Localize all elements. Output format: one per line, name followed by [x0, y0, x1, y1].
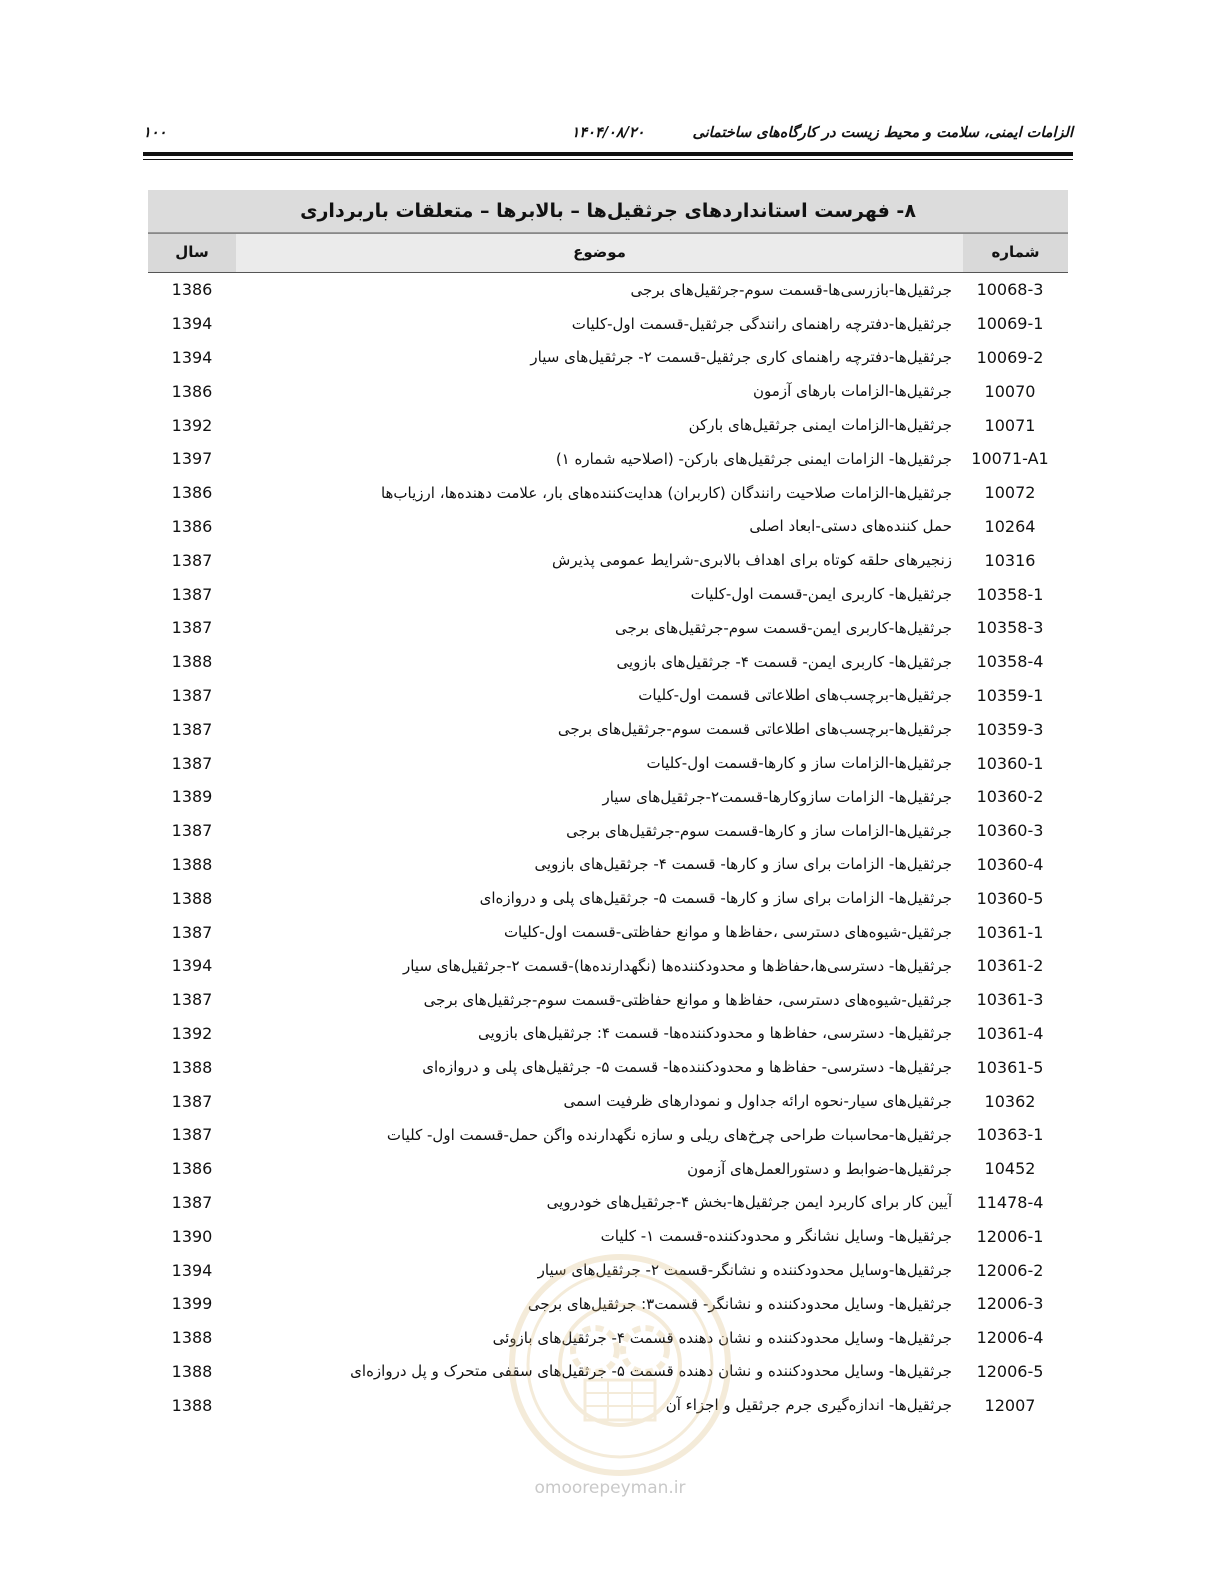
- table-row: [148, 1321, 1068, 1355]
- row-year-cell: 1394: [171, 1260, 213, 1280]
- row-number-cell: 10361-2: [976, 956, 1044, 976]
- row-number-cell: 10361-1: [976, 922, 1044, 942]
- row-year-cell: 1386: [171, 516, 213, 536]
- row-year-cell: 1397: [171, 449, 213, 469]
- row-subject-cell: جرثقیل-شیوه‌های دسترسی، حفاظ‌ها و موانع حفاظتی-قسمت سوم-جرثقیل‌های برجی: [423, 990, 952, 1009]
- row-number-cell: 10358-1: [976, 584, 1044, 604]
- row-number-cell: 10072: [984, 483, 1036, 503]
- table-title: ۸- فهرست استانداردهای جرثقیل‌ها – بالابرها – متعلقات باربرداری: [148, 190, 1068, 233]
- row-subject-cell: جرثقیل‌ها- کاربری ایمن-قسمت اول-کلیات: [690, 585, 952, 604]
- row-year-cell: 1386: [171, 1159, 213, 1179]
- row-year-cell: 1387: [171, 618, 213, 638]
- row-subject-cell: جرثقیل‌ها- الزامات برای ساز و کارها- قسمت ۵- جرثقیل‌های پلی و دروازه‌ای: [479, 889, 952, 908]
- row-year-cell: 1386: [171, 381, 213, 401]
- row-number-cell: 10068-3: [976, 280, 1044, 300]
- row-subject-cell: جرثقیل-شیوه‌های دسترسی ،حفاظ‌ها و موانع حفاظتی-قسمت اول-کلیات: [503, 923, 952, 942]
- row-number-cell: 10360-2: [976, 787, 1044, 807]
- table-row: [148, 577, 1068, 611]
- row-subject-cell: جرثقیل‌ها-دفترچه راهنمای کاری جرثقیل-قسمت ۲- جرثقیل‌های سیار: [530, 348, 952, 367]
- row-subject-cell: جرثقیل‌ها- الزامات برای ساز و کارها- قسمت ۴- جرثقیل‌های بازویی: [534, 855, 952, 874]
- row-year-cell: 1394: [171, 956, 213, 976]
- row-number-cell: 10360-5: [976, 888, 1044, 908]
- header-date: ۱۴۰۴/۰۸/۲۰: [571, 124, 645, 141]
- row-number-cell: 12006-4: [976, 1328, 1044, 1348]
- row-subject-cell: جرثقیل‌ها- دسترسی- حفاظ‌ها و محدودکننده‌ها- قسمت ۵- جرثقیل‌های پلی و دروازه‌ای: [422, 1058, 952, 1077]
- table-row: [148, 1388, 1068, 1422]
- column-header-subject: موضوع: [236, 234, 963, 272]
- row-number-cell: 12007: [984, 1395, 1036, 1415]
- row-year-cell: 1399: [171, 1294, 213, 1314]
- table-row: [148, 1050, 1068, 1084]
- row-number-cell: 10358-3: [976, 618, 1044, 638]
- row-number-cell: 10360-1: [976, 753, 1044, 773]
- row-number-cell: 10452: [984, 1159, 1036, 1179]
- row-number-cell: 10069-1: [976, 314, 1044, 334]
- row-year-cell: 1392: [171, 415, 213, 435]
- header-rule-thin: [143, 159, 1073, 160]
- table-row: [148, 915, 1068, 949]
- row-year-cell: 1390: [171, 1226, 213, 1246]
- row-subject-cell: جرثقیل‌ها- کاربری ایمن- قسمت ۴- جرثقیل‌های بازویی: [616, 652, 952, 671]
- row-subject-cell: جرثقیل‌ها-الزامات بارهای آزمون: [753, 382, 952, 401]
- table-row: [148, 1287, 1068, 1321]
- row-subject-cell: جرثقیل‌ها- اندازه‌گیری جرم جرثقیل و اجزاء آن: [665, 1396, 952, 1415]
- row-year-cell: 1388: [171, 1361, 213, 1381]
- row-year-cell: 1388: [171, 1057, 213, 1077]
- table-row: [148, 949, 1068, 983]
- row-number-cell: 12006-1: [976, 1226, 1044, 1246]
- watermark-text: omoorepeyman.ir: [534, 1478, 686, 1498]
- row-number-cell: 10361-4: [976, 1023, 1044, 1043]
- row-year-cell: 1387: [171, 1192, 213, 1212]
- table-row: [148, 645, 1068, 679]
- table-row: [148, 1118, 1068, 1152]
- row-number-cell: 10361-5: [976, 1057, 1044, 1077]
- row-subject-cell: جرثقیل‌ها-کاربری ایمن-قسمت سوم-جرثقیل‌های برجی: [614, 618, 952, 637]
- row-subject-cell: جرثقیل‌ها-وسایل محدودکننده و نشانگر-قسمت ۲- جرثقیل‌های سیار: [537, 1261, 952, 1279]
- row-number-cell: 10069-2: [976, 347, 1044, 367]
- row-number-cell: 10363-1: [976, 1125, 1044, 1145]
- row-number-cell: 10362: [984, 1091, 1036, 1111]
- row-year-cell: 1389: [171, 787, 213, 807]
- row-subject-cell: جرثقیل‌ها- دسترسی‌ها،حفاظ‌ها و محدودکننده‌ها (نگهدارنده‌ها)-قسمت ۲-جرثقیل‌های سیار: [402, 956, 952, 975]
- row-year-cell: 1387: [171, 990, 213, 1010]
- row-number-cell: 12006-2: [976, 1260, 1044, 1280]
- row-number-cell: 10358-4: [976, 652, 1044, 672]
- page-header: [143, 124, 1073, 150]
- row-subject-cell: جرثقیل‌ها-الزامات صلاحیت رانندگان (کاربران) هدایت‌کننده‌های بار، علامت دهنده‌ها، ارزیاب‌ها: [380, 483, 952, 502]
- row-year-cell: 1388: [171, 854, 213, 874]
- table-row: [148, 476, 1068, 510]
- row-subject-cell: جرثقیل‌ها-الزامات ساز و کارها-قسمت اول-کلیات: [646, 754, 952, 773]
- running-title: الزامات ایمنی، سلامت و محیط زیست در کارگاه‌های ساختمانی: [692, 124, 1073, 141]
- row-subject-cell: جرثقیل‌ها- وسایل محدودکننده و نشانگر- قسمت۳: جرثقیل‌های برجی: [527, 1294, 952, 1313]
- row-year-cell: 1388: [171, 652, 213, 672]
- row-year-cell: 1386: [171, 280, 213, 300]
- row-subject-cell: جرثقیل‌ها-الزامات ساز و کارها-قسمت سوم-جرثقیل‌های برجی: [566, 821, 952, 840]
- row-year-cell: 1387: [171, 719, 213, 739]
- row-subject-cell: جرثقیل‌ها- دسترسی، حفاظ‌ها و محدودکننده‌ها- قسمت ۴: جرثقیل‌های بازویی: [478, 1024, 952, 1043]
- standards-table: [148, 190, 1068, 1422]
- row-number-cell: 10264: [984, 516, 1036, 536]
- row-year-cell: 1387: [171, 821, 213, 841]
- table-header-row: [148, 233, 1068, 273]
- row-year-cell: 1388: [171, 1328, 213, 1348]
- row-number-cell: 12006-3: [976, 1294, 1044, 1314]
- row-subject-cell: جرثقیل‌ها-برچسب‌های اطلاعاتی قسمت سوم-جرثقیل‌های برجی: [557, 720, 952, 739]
- table-row: [148, 442, 1068, 476]
- row-subject-cell: جرثقیل‌ها-دفترچه راهنمای رانندگی جرثقیل-قسمت اول-کلیات: [571, 314, 952, 333]
- row-subject-cell: آیین کار برای کاربرد ایمن جرثقیل‌ها-بخش ۴-جرثقیل‌های خودرویی: [546, 1193, 952, 1212]
- row-subject-cell: جرثقیل‌ها- الزامات ایمنی جرثقیل‌های بارکن- (اصلاحیه شماره ۱): [555, 449, 952, 468]
- row-subject-cell: جرثقیل‌ها- وسایل نشانگر و محدودکننده-قسمت ۱- کلیات: [600, 1227, 952, 1246]
- table-body: [148, 273, 1068, 1422]
- table-row: [148, 374, 1068, 408]
- row-number-cell: 11478-4: [976, 1192, 1044, 1212]
- row-subject-cell: زنجیرهای حلقه کوتاه برای اهداف بالابری-شرایط عمومی پذیرش: [552, 551, 952, 570]
- row-year-cell: 1394: [171, 347, 213, 367]
- table-row: [148, 881, 1068, 915]
- row-year-cell: 1392: [171, 1023, 213, 1043]
- row-subject-cell: جرثقیل‌های سیار-نحوه ارائه جداول و نمودارهای ظرفیت اسمی: [563, 1092, 952, 1111]
- row-number-cell: 10359-1: [976, 685, 1044, 705]
- table-row: [148, 1186, 1068, 1220]
- row-year-cell: 1394: [171, 314, 213, 334]
- row-subject-cell: جرثقیل‌ها-برچسب‌های اطلاعاتی قسمت اول-کلیات: [638, 686, 952, 705]
- row-subject-cell: جرثقیل‌ها-ضوابط و دستورالعمل‌های آزمون: [687, 1159, 952, 1178]
- row-year-cell: 1387: [171, 584, 213, 604]
- row-year-cell: 1386: [171, 483, 213, 503]
- row-year-cell: 1387: [171, 550, 213, 570]
- table-row: [148, 814, 1068, 848]
- table-row: [148, 1355, 1068, 1389]
- row-number-cell: 10316: [984, 550, 1036, 570]
- row-subject-cell: جرثقیل‌ها-الزامات ایمنی جرثقیل‌های بارکن: [688, 416, 952, 435]
- row-subject-cell: جرثقیل‌ها- وسایل محدودکننده و نشان دهنده قسمت ۵- جرثقیل‌های سقفی متحرک و پل دروازه‌ای: [350, 1362, 952, 1381]
- table-row: [148, 273, 1068, 307]
- table-row: [148, 611, 1068, 645]
- row-number-cell: 10070: [984, 381, 1036, 401]
- row-year-cell: 1387: [171, 1091, 213, 1111]
- header-rule-thick: [143, 152, 1073, 156]
- table-row: [148, 1017, 1068, 1051]
- row-subject-cell: جرثقیل‌ها-محاسبات طراحی چرخ‌های ریلی و سازه نگهدارنده واگن حمل-قسمت اول- کلیات: [386, 1125, 952, 1144]
- row-year-cell: 1387: [171, 753, 213, 773]
- table-row: [148, 1253, 1068, 1287]
- table-row: [148, 1219, 1068, 1253]
- row-number-cell: 10361-3: [976, 990, 1044, 1010]
- row-subject-cell: جرثقیل‌ها- وسایل محدودکننده و نشان دهنده قسمت ۴- جرثقیل‌های بازوئی: [492, 1328, 952, 1347]
- table-row: [148, 510, 1068, 544]
- table-row: [148, 543, 1068, 577]
- row-subject-cell: جرثقیل‌ها-بازرسی‌ها-قسمت سوم-جرثقیل‌های برجی: [630, 280, 952, 299]
- row-number-cell: 10071: [984, 415, 1036, 435]
- column-header-number: شماره: [991, 243, 1040, 261]
- row-year-cell: 1387: [171, 685, 213, 705]
- row-year-cell: 1388: [171, 1395, 213, 1415]
- table-row: [148, 679, 1068, 713]
- table-row: [148, 307, 1068, 341]
- row-number-cell: 10360-4: [976, 854, 1044, 874]
- table-row: [148, 1152, 1068, 1186]
- table-row: [148, 1084, 1068, 1118]
- table-row: [148, 780, 1068, 814]
- row-subject-cell: حمل کننده‌های دستی-ابعاد اصلی: [749, 517, 952, 536]
- row-subject-cell: جرثقیل‌ها- الزامات سازوکارها-قسمت۲-جرثقیل‌های سیار: [602, 787, 952, 806]
- row-year-cell: 1387: [171, 1125, 213, 1145]
- page-number: ۱۰۰: [143, 124, 167, 141]
- row-year-cell: 1387: [171, 922, 213, 942]
- table-row: [148, 983, 1068, 1017]
- row-number-cell: 10360-3: [976, 821, 1044, 841]
- row-year-cell: 1388: [171, 888, 213, 908]
- table-row: [148, 746, 1068, 780]
- row-number-cell: 10071-A1: [971, 449, 1049, 469]
- row-number-cell: 10359-3: [976, 719, 1044, 739]
- table-row: [148, 341, 1068, 375]
- table-row: [148, 712, 1068, 746]
- table-row: [148, 408, 1068, 442]
- row-number-cell: 12006-5: [976, 1361, 1044, 1381]
- column-header-year: سال: [175, 243, 209, 261]
- table-row: [148, 848, 1068, 882]
